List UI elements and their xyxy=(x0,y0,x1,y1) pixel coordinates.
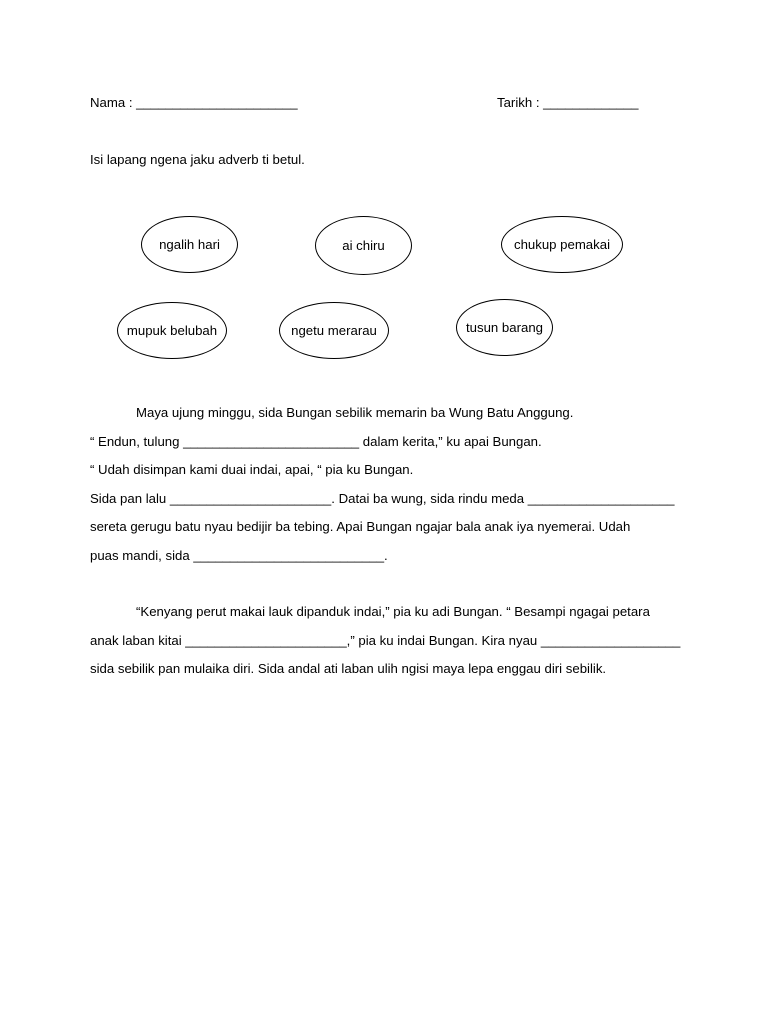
paragraph-line: “ Endun, tulung ________________________ dalam kerita,” ku apai Bungan. xyxy=(90,434,542,449)
tarikh-field: Tarikh : _____________ xyxy=(497,95,639,110)
paragraph-line: anak laban kitai ______________________,” pia ku indai Bungan. Kira nyau ___________________ xyxy=(90,633,681,648)
word-bank-item xyxy=(117,302,227,359)
word-bank-item xyxy=(456,299,553,356)
word-bank-label: tusun barang xyxy=(466,320,543,335)
word-bank-item xyxy=(501,216,623,273)
word-bank-label: ngetu merarau xyxy=(291,323,377,338)
word-bank-item xyxy=(279,302,389,359)
word-bank-label: chukup pemakai xyxy=(513,237,611,252)
paragraph-line: sereta gerugu batu nyau bedijir ba tebing. Apai Bungan ngajar bala anak iya nyemerai. Udah xyxy=(90,519,631,534)
word-bank-label: ngalih hari xyxy=(159,237,220,252)
nama-field: Nama : ______________________ xyxy=(90,95,298,110)
word-bank-label: mupuk belubah xyxy=(126,323,218,338)
paragraph-line: sida sebilik pan mulaika diri. Sida andal ati laban ulih ngisi maya lepa enggau diri sebilik. xyxy=(90,661,607,676)
paragraph-line: Maya ujung minggu, sida Bungan sebilik memarin ba Wung Batu Anggung. xyxy=(136,405,574,420)
instruction-text: Isi lapang ngena jaku adverb ti betul. xyxy=(90,152,305,167)
word-bank-label: ai chiru xyxy=(342,238,385,253)
paragraph-line: “ Udah disimpan kami duai indai, apai, “ pia ku Bungan. xyxy=(90,462,414,477)
paragraph-line: Sida pan lalu ______________________. Datai ba wung, sida rindu meda ____________________ xyxy=(90,491,675,506)
word-bank-item xyxy=(141,216,238,273)
word-bank-item xyxy=(315,216,412,275)
paragraph-line: “Kenyang perut makai lauk dipanduk indai,” pia ku adi Bungan. “ Besampi ngagai petara xyxy=(136,604,650,619)
paragraph-line: puas mandi, sida __________________________. xyxy=(90,548,388,563)
